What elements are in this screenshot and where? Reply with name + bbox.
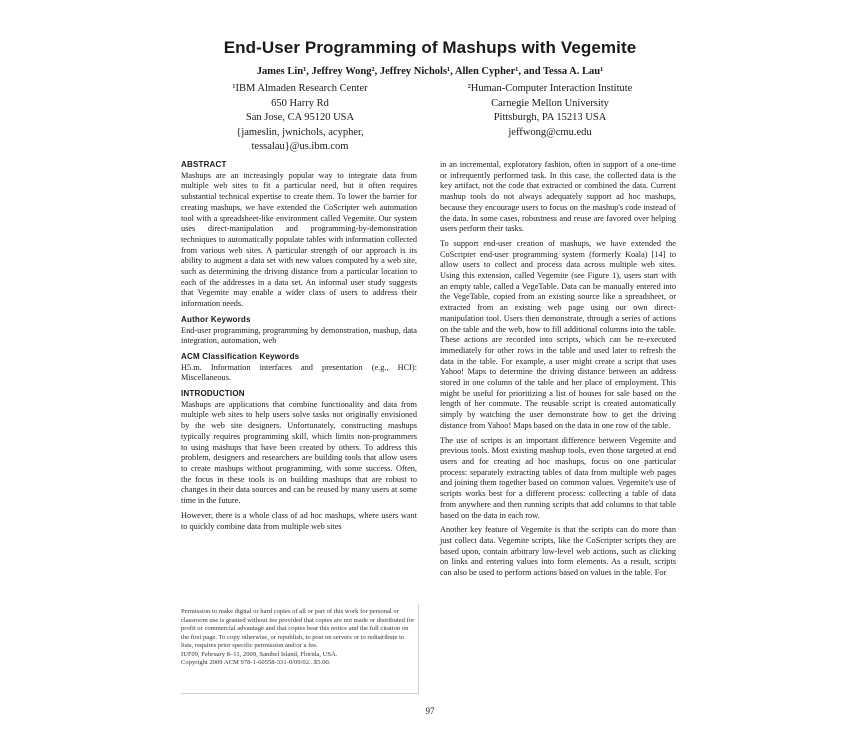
affiliation-line: Carnegie Mellon University — [491, 97, 609, 109]
intro-text-continued: However, there is a whole class of ad hoc mashups, where users want to quickly combine data from multiple web sites — [181, 510, 417, 531]
footnote-divider — [418, 604, 419, 694]
paragraph: The use of scripts is an important difference between Vegemite and previous tools. Most existing mashup tools, even those targeted at end users and for creating ad hoc mashups, focus on one particular process: separately extracting tables of data from multiple web pages and joining them together based on common values. Vegemite's use of scripts works best for a different process: collecting a table of data from anywhere and then running scripts that add columns to that table based on the data in each row. — [440, 435, 676, 520]
affiliation-line: jeffwong@cmu.edu — [508, 126, 592, 138]
footnote-divider-bottom — [181, 693, 419, 694]
paper-title: End-User Programming of Mashups with Vegemite — [223, 38, 637, 57]
author-list: James Lin¹, Jeffrey Wong², Jeffrey Nichols¹, Allen Cypher¹, and Tessa A. Lau¹ — [256, 66, 604, 77]
acm-text: H5.m. Information interfaces and presentation (e.g., HCI): Miscellaneous. — [181, 362, 417, 383]
intro-heading: INTRODUCTION — [181, 389, 245, 399]
keywords-heading: Author Keywords — [181, 314, 251, 324]
paragraph: To support end-user creation of mashups, we have extended the CoScripter end-user programming system (formerly Koala) [14] to allow users to collect and process data across multiple web sites. Using this extension, called Vegemite (see Figure 1), users start with an empty table, called a VegeTable. Data can be manually entered into the VegeTable, copied from an existing source like a spreadsheet, or extracted from an existing web page using our own direct-manipulation tool. Users then demonstrate, through a series of actions on the table and the web, how to fill additional columns into the table. These actions are recorded into scripts, which can be re-executed immediately for other rows in the table and used later to refresh the data in the table. For example, a user might create a script that uses Yahoo! Maps to determine the driving distance between an address stored in one column of the table and her place of employment. This might be useful for prioritizing a list of houses for sale based on the length of her commute. The reusable script is created automatically simply by watching the user demonstrate how to get the driving distance from Yahoo! Maps based on the data in one row of the table. — [440, 238, 676, 430]
keywords-text: End-user programming, programming by demonstration, mashup, data integration, automation, web — [181, 325, 417, 346]
affiliation-line: San Jose, CA 95120 USA — [245, 112, 355, 123]
affiliation-left — [180, 82, 420, 155]
copyright-text: Copyright 2009 ACM 978-1-60558-331-0/09/02...$5.00. — [181, 659, 331, 666]
affiliation-line: tessalau}@us.ibm.com — [251, 141, 349, 152]
affiliation-line: {jameslin, jwnichols, acypher, — [236, 126, 364, 138]
abstract-text: Mashups are an increasingly popular way to integrate data from multiple web sites to fit a particular need, but it often requires substantial technical expertise to create them. To lower the barrier for creating mashups, we have extended the CoScripter web automation tool with a spreadsheet-like environment called Vegemite. Our system uses direct-manipulation and programming-by-demonstration techniques to automatically populate tables with information collected from various web sites. A particular strength of our approach is its ability to augment a data set with new values computed by a web site, such as determining the driving distance from a particular location to each of the addresses in a data set. An informal user study suggests that Vegemite may enable a wider class of users to address their information needs. — [181, 170, 417, 309]
permission-text: Permission to make digital or hard copies of all or part of this work for personal or classroom use is granted without fee provided that copies are not made or distributed for profit or commercial advantage and that copies bear this notice and the full citation on the first page. To copy otherwise, or republish, to post on servers or to redistribute to lists, requires prior specific permission and/or a fee. — [181, 608, 415, 649]
affiliation-line: 650 Harry Rd — [271, 97, 329, 109]
affiliation-line: Pittsburgh, PA 15213 USA — [493, 112, 607, 123]
permission-footnote — [181, 608, 417, 668]
abstract-heading: ABSTRACT — [181, 160, 227, 169]
affiliation-line: ²Human-Computer Interaction Institute — [467, 83, 633, 94]
affiliation-line: ¹IBM Almaden Research Center — [232, 83, 368, 94]
paragraph: Another key feature of Vegemite is that the scripts can do more than just collect data. Vegemite scripts, like the CoScripter scripts they are based upon, contain arbitrary low-level web actions, such as clicking on links and entering values into form elements. As a result, scripts can also be used to perform actions based on values in the table. For — [440, 525, 676, 578]
left-column — [181, 160, 417, 536]
intro-text: Mashups are applications that combine functionality and data from multiple web sites to help users solve tasks not originally envisioned by the web site designers. Unfortunately, constructing mashups typically requires programming skill, which limits non-programmers to using mashups that have been created by others. To address this problem, designers and researchers are building tools that allow users to create mashups without programming, with some success. Often, the focus in these tools is on building mashups that are robust to changes in their data sources and can be reused by many users at some time in the future. — [181, 399, 417, 506]
right-column — [440, 160, 676, 583]
affiliation-right — [430, 82, 670, 140]
page-number: 97 — [425, 706, 435, 716]
venue-text: IUI'09, February 8–11, 2009, Sanibel Island, Florida, USA. — [181, 650, 338, 658]
paragraph: in an incremental, exploratory fashion, often in support of a one-time or infrequently performed task. In this case, the collected data is the key artifact, not the code that extracted or combined the data. Current mashup tools do not always adequately support ad hoc mashups, because they encourage users to focus on the mashup's code instead of the data. In some cases, robustness and reuse are favored over helping users perform their tasks. — [440, 160, 676, 234]
acm-heading: ACM Classification Keywords — [181, 351, 300, 361]
